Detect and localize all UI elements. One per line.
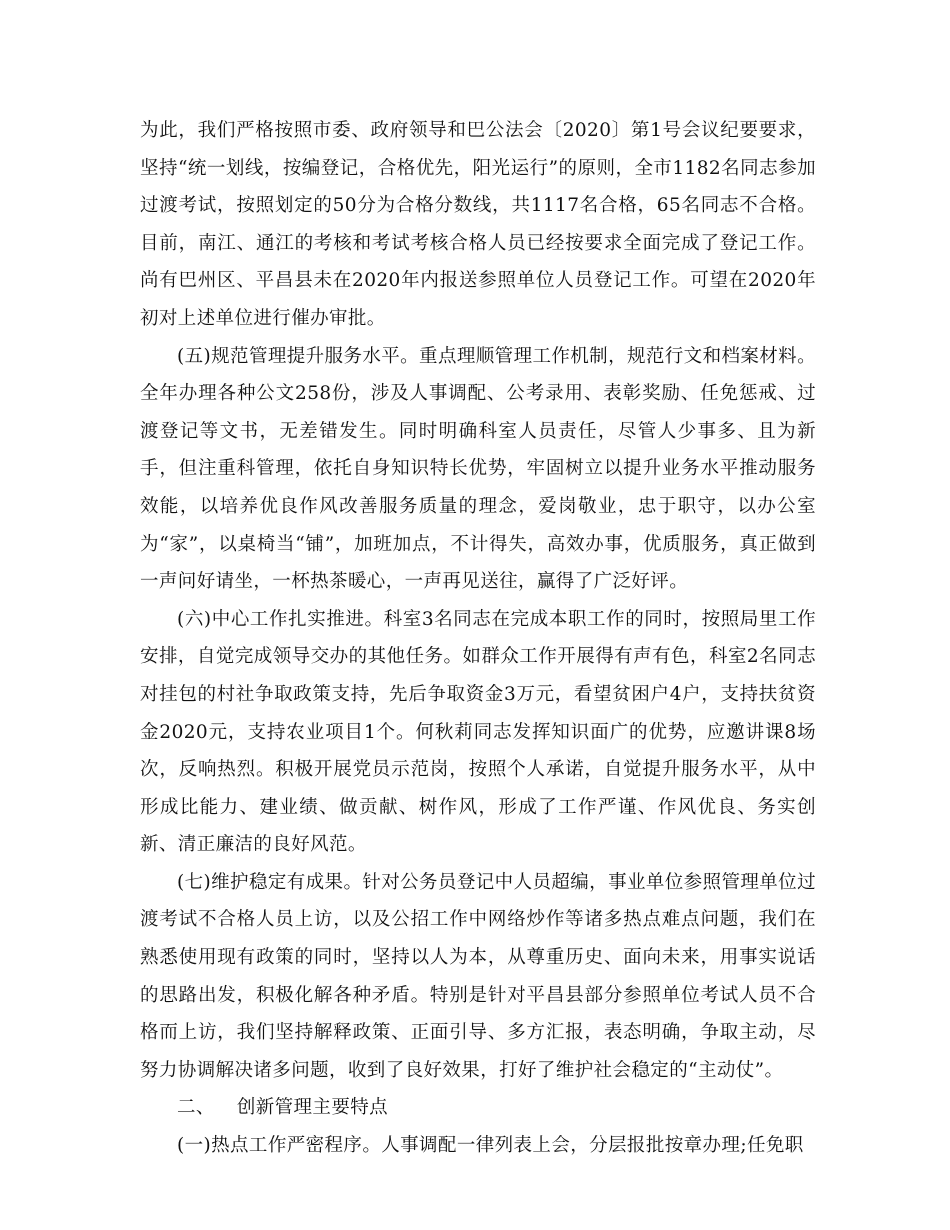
section-heading (140, 1089, 816, 1127)
section-heading-number: 二、 (177, 1097, 215, 1119)
paragraph-5: (一)热点工作严密程序。人事调配一律列表上会，分层报批按章办理;任免职 (177, 1135, 804, 1157)
paragraph-1: 为此，我们严格按照市委、政府领导和巴公法会〔2020〕第1号会议纪要要求，坚持“统一划线，按编登记，合格优先，阳光运行”的原则，全市1182名同志参加过渡考试，按照划定的50分为合格分数线，共1117名合格，65名同志不合格。目前，南江、通江的考核和考试考核合格人员已经按要求全面完成了登记工作。尚有巴州区、平昌县未在2020年内报送参照单位人员登记工作。可望在2020年初对上述单位进行催办审批。 (140, 120, 816, 329)
section-heading-title: 创新管理主要特点 (236, 1097, 389, 1119)
paragraph-2: (五)规范管理提升服务水平。重点理顺管理工作机制，规范行文和档案材料。全年办理各种公文258份，涉及人事调配、公考录用、表彰奖励、任免惩戒、过渡登记等文书，无差错发生。同时明确科室人员责任，尽管人少事多、且为新手，但注重科管理，依托自身知识特长优势，牢固树立以提升业务水平推动服务效能，以培养优良作风改善服务质量的理念，爱岗敬业，忠于职守，以办公室为“家”，以桌椅当“铺”，加班加点，不计得失，高效办事，优质服务，真正做到一声问好请坐，一杯热茶暖心，一声再见送往，赢得了广泛好评。 (140, 345, 816, 593)
paragraph-3: (六)中心工作扎实推进。科室3名同志在完成本职工作的同时，按照局里工作安排，自觉完成领导交办的其他任务。如群众工作开展得有声有色，科室2名同志对挂包的村社争取政策支持，先后争取资金3万元，看望贫困户4户，支持扶贫资金2020元，支持农业项目1个。何秋莉同志发挥知识面广的优势，应邀讲课8场次，反响热烈。积极开展党员示范岗，按照个人承诺，自觉提升服务水平，从中形成比能力、建业绩、做贡献、树作风，形成了工作严谨、作风优良、务实创新、清正廉洁的良好风范。 (140, 608, 816, 856)
paragraph-4: (七)维护稳定有成果。针对公务员登记中人员超编，事业单位参照管理单位过渡考试不合格人员上访，以及公招工作中网络炒作等诸多热点难点问题，我们在熟悉使用现有政策的同时，坚持以人为本，从尊重历史、面向未来，用事实说话的思路出发，积极化解各种矛盾。特别是针对平昌县部分参照单位考试人员不合格而上访，我们坚持解释政策、正面引导、多方汇报，表态明确，争取主动，尽努力协调解决诸多问题，收到了良好效果，打好了维护社会稳定的“主动仗”。 (140, 871, 816, 1081)
